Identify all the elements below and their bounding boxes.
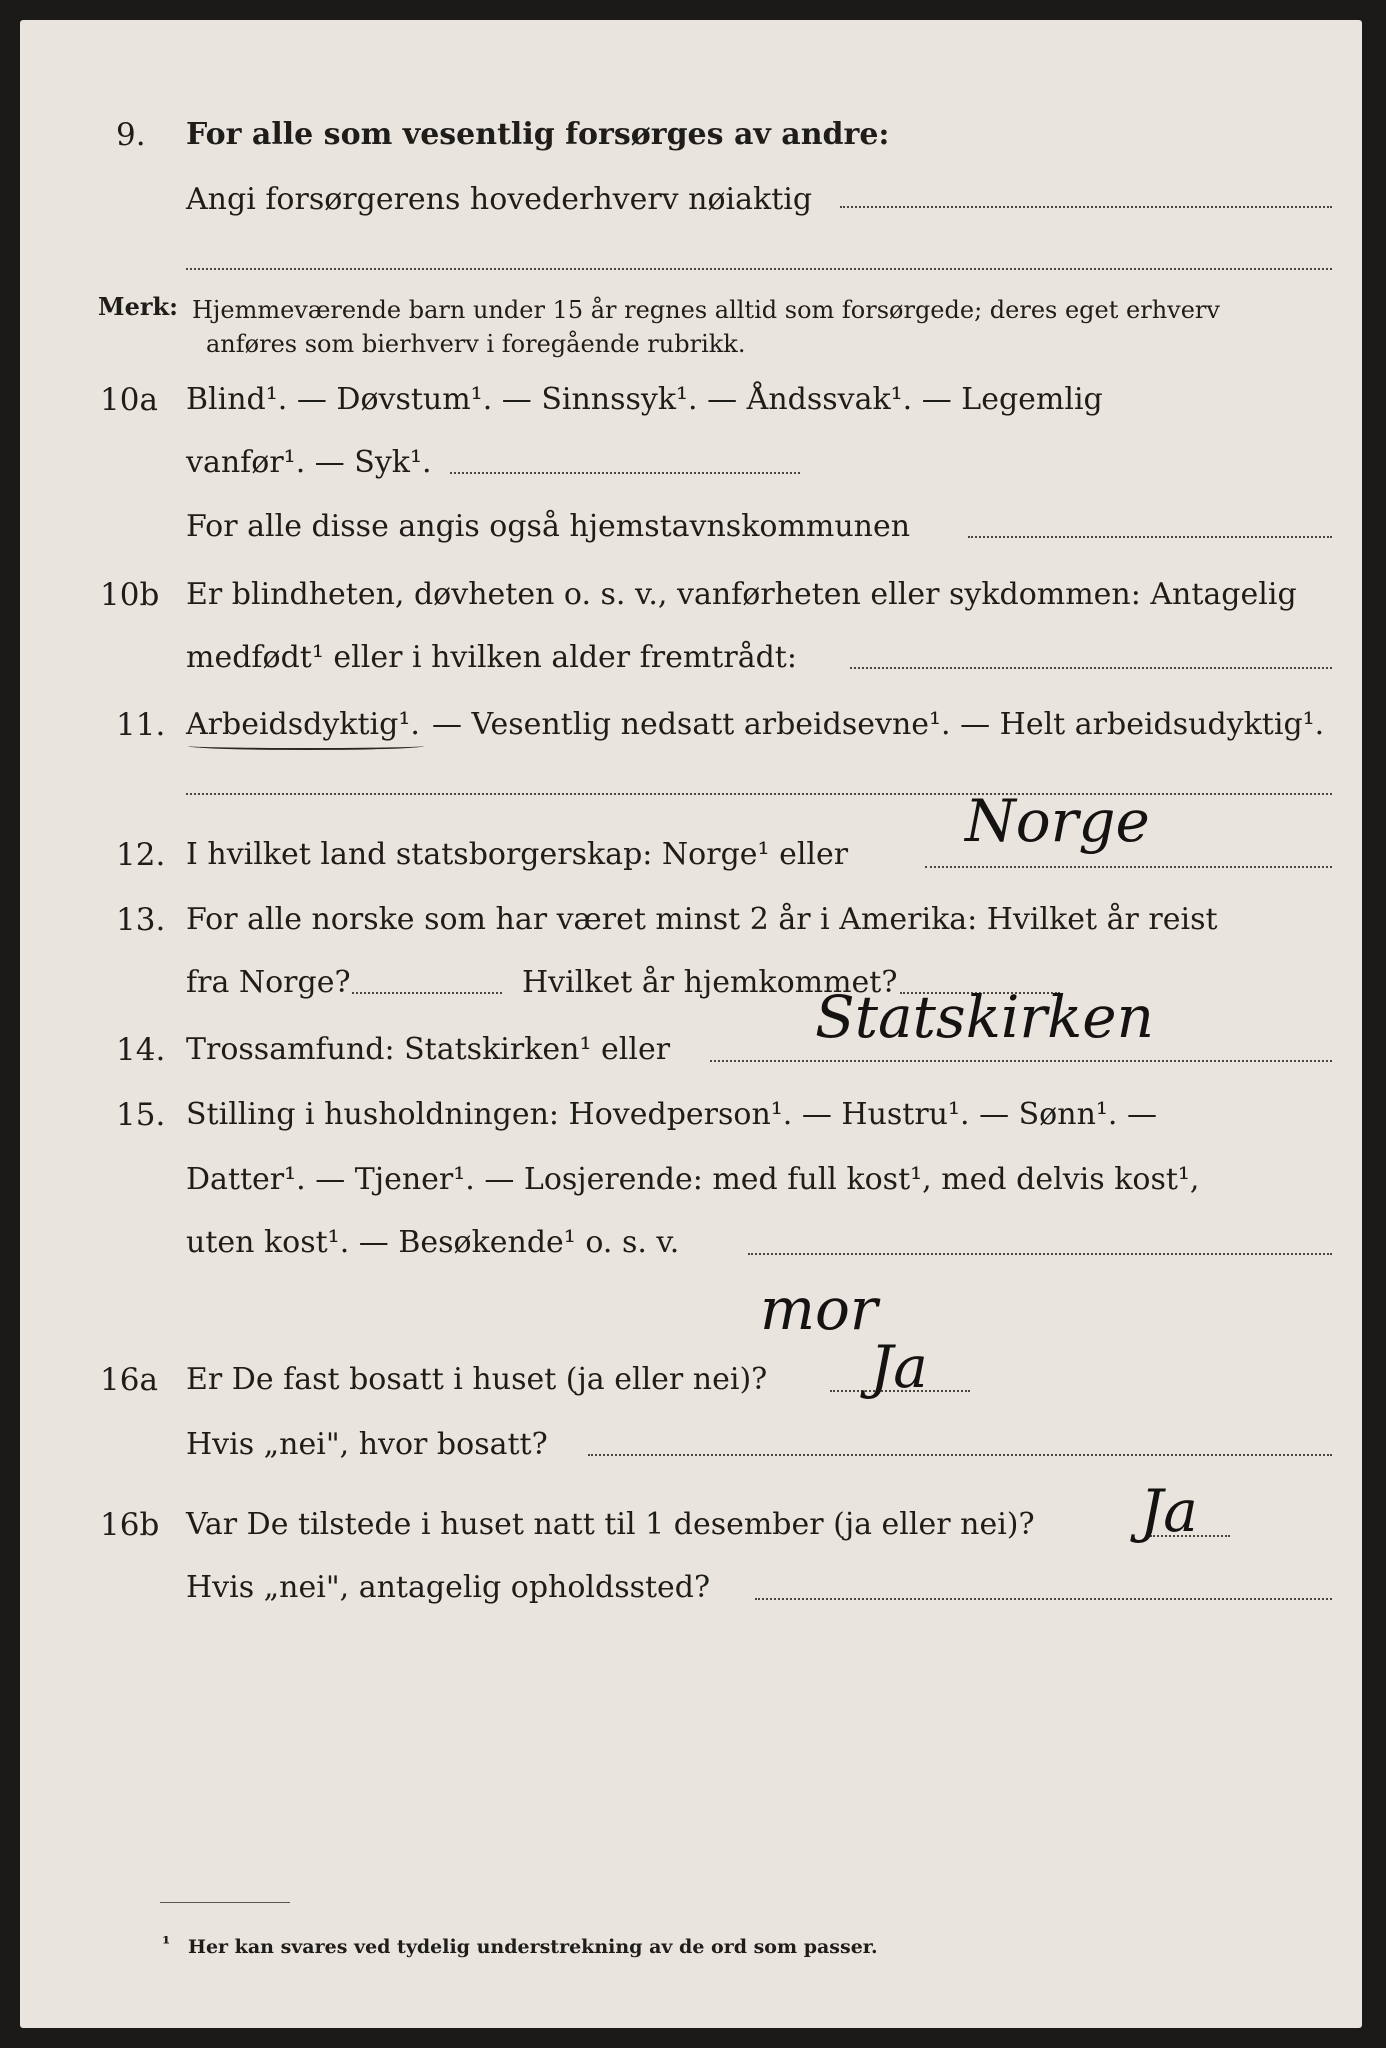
q10b-answer-line[interactable] — [850, 667, 1332, 669]
q16a-line-1: Er De fast bosatt i huset (ja eller nei)? — [186, 1362, 768, 1397]
q16b-where-line[interactable] — [755, 1598, 1332, 1600]
q9-question: Angi forsørgerens hovederhverv nøiaktig — [186, 182, 813, 217]
q16a-line-2: Hvis „nei", hvor bosatt? — [186, 1427, 548, 1462]
q15-line-3: uten kost¹. — Besøkende¹ o. s. v. — [186, 1225, 680, 1260]
q10a-line-3: For alle disse angis også hjemstavnskommunen — [186, 509, 911, 544]
q15-handwritten-answer: mor — [760, 1275, 878, 1343]
merk-line-2: anføres som bierhverv i foregående rubrikk. — [206, 330, 746, 358]
merk-line-1: Hjemmeværende barn under 15 år regnes alltid som forsørgede; deres eget erhverv — [192, 296, 1220, 324]
q13-line-2b: Hvilket år hjemkommet? — [522, 965, 898, 1000]
q9-answer-line-2[interactable] — [186, 268, 1332, 270]
q11-underline-mark — [188, 742, 424, 750]
q13-year-left-line[interactable] — [352, 992, 502, 994]
q14-handwritten-answer: Statskirken — [815, 983, 1154, 1051]
q10a-answer-line[interactable] — [450, 472, 800, 474]
q10a-line-2: vanfør¹. — Syk¹. — [186, 445, 432, 480]
q9-number: 9. — [116, 117, 146, 153]
footnote-mark: ¹ — [162, 1933, 171, 1955]
q13-line-2a: fra Norge? — [186, 965, 351, 1000]
q14-number: 14. — [116, 1032, 166, 1068]
q14-question: Trossamfund: Statskirken¹ eller — [186, 1032, 671, 1067]
q15-line-2: Datter¹. — Tjener¹. — Losjerende: med full kost¹, med delvis kost¹, — [186, 1162, 1200, 1197]
q12-handwritten-answer: Norge — [965, 787, 1150, 855]
q10a-hjemstavn-line[interactable] — [968, 536, 1332, 538]
q16a-number: 16a — [100, 1362, 158, 1398]
q13-line-1: For alle norske som har været minst 2 år i Amerika: Hvilket år reist — [186, 902, 1218, 937]
q12-answer-line[interactable] — [925, 866, 1332, 868]
q12-question: I hvilket land statsborgerskap: Norge¹ eller — [186, 837, 849, 872]
q14-answer-line[interactable] — [710, 1060, 1332, 1062]
q9-answer-line[interactable] — [840, 206, 1332, 208]
q16b-number: 16b — [100, 1507, 160, 1543]
q10b-line-2: medfødt¹ eller i hvilken alder fremtrådt: — [186, 640, 797, 675]
q11-other-options: — Vesentlig nedsatt arbeidsevne¹. — Helt arbeidsudyktig¹. — [432, 707, 1325, 742]
footnote-text: Her kan svares ved tydelig understrekning av de ord som passer. — [188, 1936, 878, 1958]
q10b-number: 10b — [100, 577, 160, 613]
merk-label: Merk: — [98, 292, 178, 321]
q11-option-arbeidsdyktig[interactable]: Arbeidsdyktig¹. — [186, 707, 420, 742]
q16a-handwritten-answer: Ja — [870, 1333, 928, 1401]
q9-heading: For alle som vesentlig forsørges av andre: — [186, 117, 890, 152]
q12-number: 12. — [116, 837, 166, 873]
q13-number: 13. — [116, 902, 166, 938]
q16a-where-line[interactable] — [588, 1454, 1332, 1456]
q16b-line-1: Var De tilstede i huset natt til 1 desember (ja eller nei)? — [186, 1507, 1035, 1542]
q16b-handwritten-answer: Ja — [1140, 1477, 1198, 1545]
q10a-number: 10a — [100, 382, 158, 418]
q15-line-1: Stilling i husholdningen: Hovedperson¹. — Hustru¹. — Sønn¹. — — [186, 1097, 1157, 1132]
census-form-page — [20, 20, 1362, 2028]
q10a-line-1: Blind¹. — Døvstum¹. — Sinnssyk¹. — Åndssvak¹. — Legemlig — [186, 382, 1103, 417]
footnote-rule — [160, 1902, 290, 1903]
q15-number: 15. — [116, 1097, 166, 1133]
q11-answer-line[interactable] — [186, 793, 1332, 795]
q10b-line-1: Er blindheten, døvheten o. s. v., vanførheten eller sykdommen: Antagelig — [186, 577, 1297, 612]
q11-number: 11. — [116, 707, 166, 743]
q15-answer-line[interactable] — [748, 1253, 1332, 1255]
q16b-line-2: Hvis „nei", antagelig opholdssted? — [186, 1570, 711, 1605]
